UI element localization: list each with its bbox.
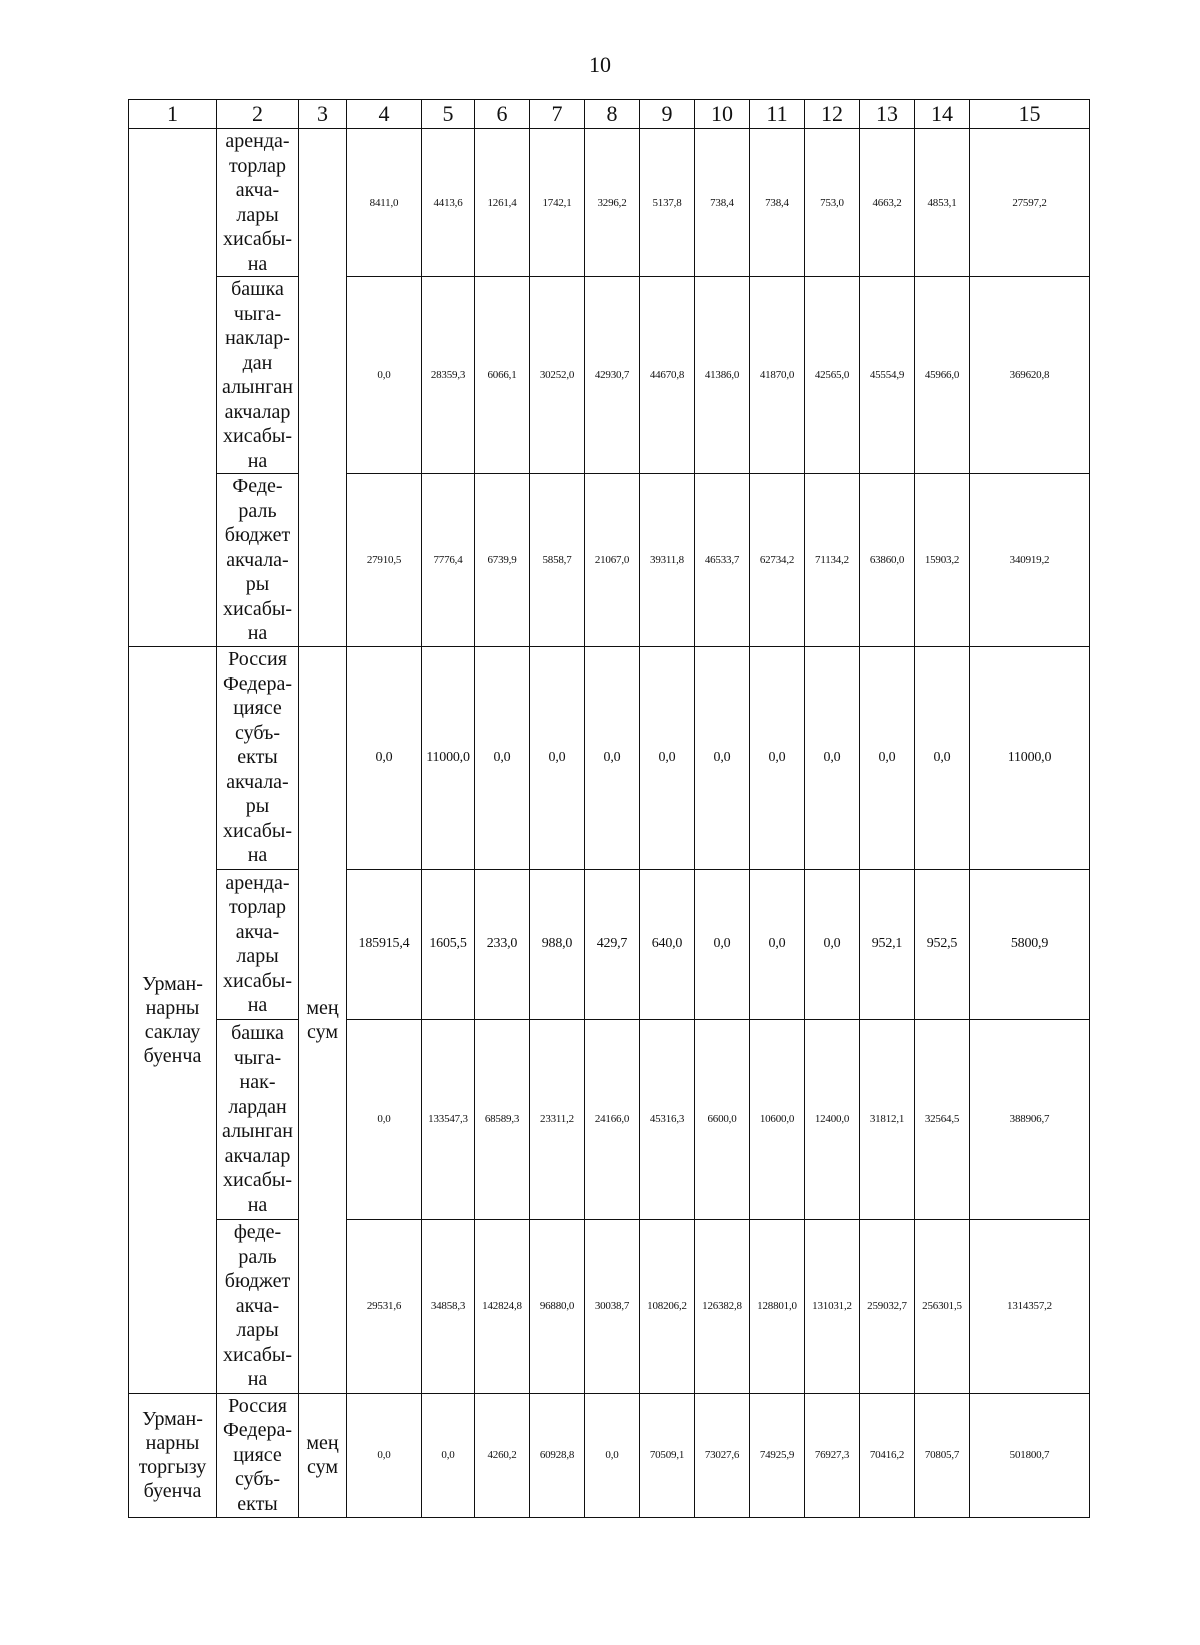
value-cell: 21067,0 (585, 474, 640, 647)
group-name-cell: Урман-нарны торгызу буенча (129, 1393, 217, 1517)
value-cell: 71134,2 (805, 474, 860, 647)
value-cell: 41386,0 (695, 277, 750, 474)
header-cell: 8 (585, 100, 640, 129)
value-cell: 0,0 (750, 646, 805, 869)
header-cell: 13 (860, 100, 915, 129)
table-row (129, 869, 1090, 1019)
table-row (129, 474, 1090, 647)
table-row (129, 1219, 1090, 1393)
value-cell: 1605,5 (422, 869, 475, 1019)
value-cell: 0,0 (860, 646, 915, 869)
value-cell: 5800,9 (970, 869, 1090, 1019)
value-cell: 73027,6 (695, 1393, 750, 1517)
value-cell: 34858,3 (422, 1219, 475, 1393)
value-cell: 12400,0 (805, 1019, 860, 1219)
value-cell: 45316,3 (640, 1019, 695, 1219)
unit-cell: мең сум (299, 1393, 347, 1517)
header-cell: 14 (915, 100, 970, 129)
value-cell: 44670,8 (640, 277, 695, 474)
value-cell: 76927,3 (805, 1393, 860, 1517)
value-cell: 41870,0 (750, 277, 805, 474)
unit-cell (299, 129, 347, 647)
value-cell: 0,0 (347, 646, 422, 869)
table-row (129, 646, 1090, 869)
funding-source: феде-раль бюджет акча-лары хисабы-на (217, 1219, 299, 1393)
value-cell: 108206,2 (640, 1219, 695, 1393)
value-cell: 39311,8 (640, 474, 695, 647)
value-cell: 63860,0 (860, 474, 915, 647)
value-cell: 0,0 (585, 646, 640, 869)
value-cell: 4663,2 (860, 129, 915, 277)
funding-source: Россия Федера-циясе субъ-екты (217, 1393, 299, 1517)
value-cell: 388906,7 (970, 1019, 1090, 1219)
value-cell: 11000,0 (970, 646, 1090, 869)
value-cell: 988,0 (530, 869, 585, 1019)
value-cell: 0,0 (915, 646, 970, 869)
funding-source: аренда-торлар акча-лары хисабы-на (217, 869, 299, 1019)
budget-table (128, 99, 1090, 1518)
value-cell: 7776,4 (422, 474, 475, 647)
header-cell: 11 (750, 100, 805, 129)
header-cell: 4 (347, 100, 422, 129)
group-name-cell: Урман-нарны саклау буенча (129, 646, 217, 1393)
value-cell: 4853,1 (915, 129, 970, 277)
value-cell: 15903,2 (915, 474, 970, 647)
value-cell: 23311,2 (530, 1019, 585, 1219)
header-cell: 5 (422, 100, 475, 129)
value-cell: 640,0 (640, 869, 695, 1019)
value-cell: 27597,2 (970, 129, 1090, 277)
value-cell: 3296,2 (585, 129, 640, 277)
value-cell: 1742,1 (530, 129, 585, 277)
value-cell: 8411,0 (347, 129, 422, 277)
value-cell: 96880,0 (530, 1219, 585, 1393)
value-cell: 42930,7 (585, 277, 640, 474)
value-cell: 340919,2 (970, 474, 1090, 647)
value-cell: 1314357,2 (970, 1219, 1090, 1393)
value-cell: 6600,0 (695, 1019, 750, 1219)
value-cell: 70416,2 (860, 1393, 915, 1517)
table-row (129, 277, 1090, 474)
funding-source: аренда-торлар акча-лары хисабы-на (217, 129, 299, 277)
value-cell: 4260,2 (475, 1393, 530, 1517)
value-cell: 0,0 (695, 646, 750, 869)
value-cell: 133547,3 (422, 1019, 475, 1219)
value-cell: 126382,8 (695, 1219, 750, 1393)
value-cell: 27910,5 (347, 474, 422, 647)
header-cell: 1 (129, 100, 217, 129)
value-cell: 5858,7 (530, 474, 585, 647)
value-cell: 4413,6 (422, 129, 475, 277)
value-cell: 753,0 (805, 129, 860, 277)
value-cell: 0,0 (805, 646, 860, 869)
value-cell: 952,5 (915, 869, 970, 1019)
value-cell: 0,0 (422, 1393, 475, 1517)
group-name-cell (129, 129, 217, 647)
value-cell: 259032,7 (860, 1219, 915, 1393)
value-cell: 28359,3 (422, 277, 475, 474)
value-cell: 128801,0 (750, 1219, 805, 1393)
value-cell: 233,0 (475, 869, 530, 1019)
value-cell: 0,0 (347, 277, 422, 474)
value-cell: 1261,4 (475, 129, 530, 277)
value-cell: 60928,8 (530, 1393, 585, 1517)
value-cell: 6739,9 (475, 474, 530, 647)
value-cell: 0,0 (695, 869, 750, 1019)
value-cell: 74925,9 (750, 1393, 805, 1517)
value-cell: 30038,7 (585, 1219, 640, 1393)
header-cell: 3 (299, 100, 347, 129)
header-cell: 10 (695, 100, 750, 129)
value-cell: 131031,2 (805, 1219, 860, 1393)
table-row (129, 1019, 1090, 1219)
value-cell: 0,0 (585, 1393, 640, 1517)
funding-source: Феде-раль бюджет акчала-ры хисабы-на (217, 474, 299, 647)
unit-cell: мең сум (299, 646, 347, 1393)
value-cell: 142824,8 (475, 1219, 530, 1393)
value-cell: 0,0 (347, 1393, 422, 1517)
page-number: 10 (589, 52, 611, 77)
value-cell: 70805,7 (915, 1393, 970, 1517)
funding-source: башка чыга-наклар-дан алынган акчалар хисабы-на (217, 277, 299, 474)
value-cell: 0,0 (640, 646, 695, 869)
table-row (129, 1393, 1090, 1517)
value-cell: 369620,8 (970, 277, 1090, 474)
value-cell: 0,0 (530, 646, 585, 869)
value-cell: 46533,7 (695, 474, 750, 647)
header-cell: 2 (217, 100, 299, 129)
table-row (129, 129, 1090, 277)
value-cell: 0,0 (475, 646, 530, 869)
header-cell: 7 (530, 100, 585, 129)
value-cell: 5137,8 (640, 129, 695, 277)
header-cell: 9 (640, 100, 695, 129)
value-cell: 0,0 (750, 869, 805, 1019)
header-cell: 6 (475, 100, 530, 129)
value-cell: 45966,0 (915, 277, 970, 474)
value-cell: 30252,0 (530, 277, 585, 474)
value-cell: 29531,6 (347, 1219, 422, 1393)
funding-source: башка чыга-нак-лардан алынган акчалар хисабы-на (217, 1019, 299, 1219)
value-cell: 32564,5 (915, 1019, 970, 1219)
value-cell: 429,7 (585, 869, 640, 1019)
header-row (129, 100, 1090, 129)
header-cell: 15 (970, 100, 1090, 129)
value-cell: 501800,7 (970, 1393, 1090, 1517)
value-cell: 70509,1 (640, 1393, 695, 1517)
value-cell: 952,1 (860, 869, 915, 1019)
value-cell: 24166,0 (585, 1019, 640, 1219)
value-cell: 45554,9 (860, 277, 915, 474)
value-cell: 256301,5 (915, 1219, 970, 1393)
header-cell: 12 (805, 100, 860, 129)
value-cell: 185915,4 (347, 869, 422, 1019)
funding-source: Россия Федера-циясе субъ-екты акчала-ры хисабы-на (217, 646, 299, 869)
value-cell: 42565,0 (805, 277, 860, 474)
value-cell: 6066,1 (475, 277, 530, 474)
value-cell: 31812,1 (860, 1019, 915, 1219)
value-cell: 11000,0 (422, 646, 475, 869)
value-cell: 0,0 (347, 1019, 422, 1219)
value-cell: 10600,0 (750, 1019, 805, 1219)
value-cell: 68589,3 (475, 1019, 530, 1219)
value-cell: 62734,2 (750, 474, 805, 647)
value-cell: 738,4 (750, 129, 805, 277)
value-cell: 0,0 (805, 869, 860, 1019)
value-cell: 738,4 (695, 129, 750, 277)
